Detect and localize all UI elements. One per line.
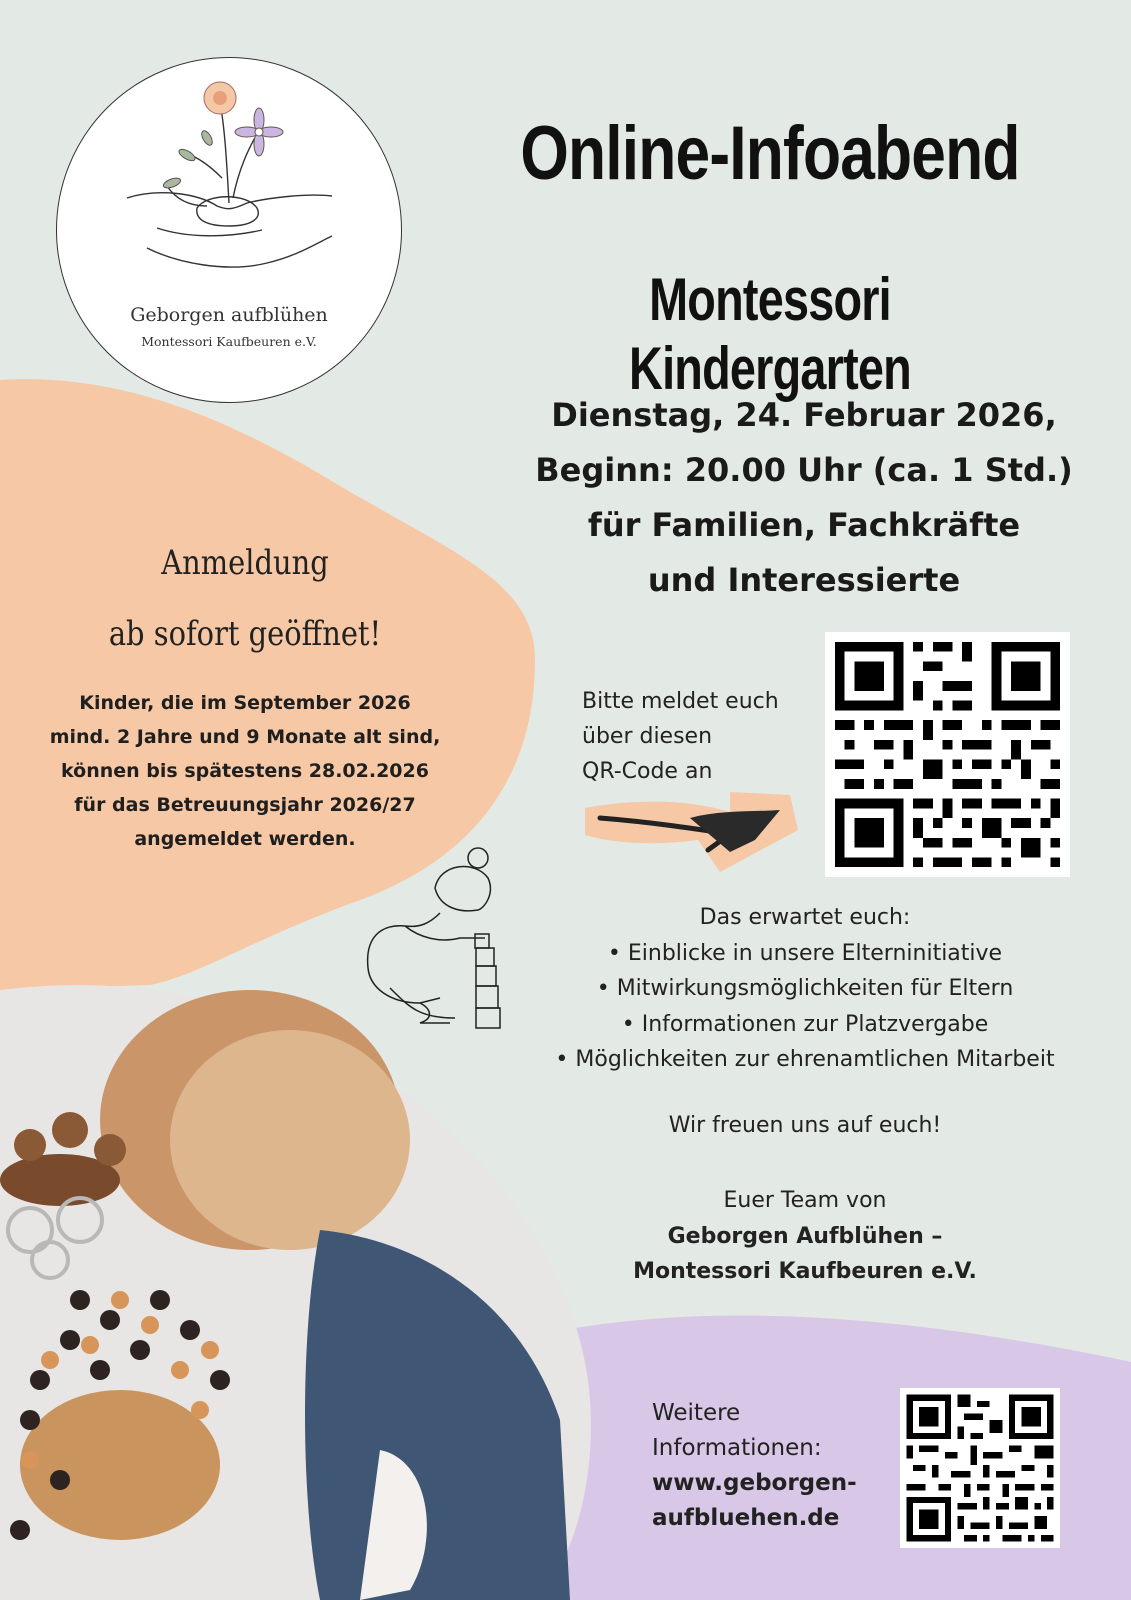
expect-item: • Einblicke in unsere Elterninitiative bbox=[607, 940, 1003, 966]
registration-headline-1: Anmeldung bbox=[161, 543, 329, 583]
arrow-icon bbox=[580, 790, 805, 880]
registration-detail-line: Kinder, die im September 2026 bbox=[79, 692, 411, 714]
registration-detail-line: für das Betreuungsjahr 2026/27 bbox=[74, 794, 416, 816]
team-intro: Euer Team von bbox=[723, 1188, 887, 1213]
team-signature bbox=[520, 1183, 1090, 1290]
more-info bbox=[652, 1396, 902, 1536]
more-info-label-2: Informationen: bbox=[652, 1435, 822, 1461]
team-name-1: Geborgen Aufblühen – bbox=[667, 1223, 943, 1249]
website-link-2[interactable]: aufbluehen.de bbox=[652, 1505, 840, 1531]
registration-detail-line: mind. 2 Jahre und 9 Monate alt sind, bbox=[49, 726, 441, 748]
expect-item: • Möglichkeiten zur ehrenamtlichen Mitarbeit bbox=[555, 1047, 1055, 1072]
event-audience-2: und Interessierte bbox=[647, 561, 961, 599]
registration-headline bbox=[71, 528, 420, 670]
more-info-label-1: Weitere bbox=[652, 1400, 741, 1426]
registration-details bbox=[30, 686, 460, 856]
child-photo bbox=[0, 985, 591, 1600]
event-start: Beginn: 20.00 Uhr (ca. 1 Std.) bbox=[535, 451, 1073, 489]
event-date: Dienstag, 24. Februar 2026, bbox=[551, 396, 1057, 434]
peach-flower-icon bbox=[204, 82, 236, 114]
event-details bbox=[500, 388, 1108, 608]
signup-qr-code-icon[interactable] bbox=[825, 632, 1070, 877]
sub-title: Montessori Kindergarten bbox=[629, 266, 911, 402]
child-building-blocks-icon bbox=[360, 838, 520, 1038]
purple-flower-icon bbox=[235, 108, 283, 156]
signup-line: QR-Code an bbox=[582, 759, 713, 784]
expect-section bbox=[520, 900, 1090, 1078]
website-qr-code-icon[interactable] bbox=[900, 1388, 1060, 1548]
main-title: Online-Infoabend bbox=[520, 111, 1020, 196]
logo-subtitle: Montessori Kaufbeuren e.V. bbox=[141, 334, 317, 349]
signup-instructions bbox=[582, 684, 822, 789]
expect-item: • Informationen zur Platzvergabe bbox=[621, 1011, 989, 1037]
logo bbox=[56, 57, 402, 403]
registration-detail-line: können bis spätestens 28.02.2026 bbox=[61, 760, 429, 782]
team-name-2: Montessori Kaufbeuren e.V. bbox=[633, 1259, 977, 1284]
leaf-icon bbox=[162, 129, 214, 190]
signup-line: Bitte meldet euch bbox=[582, 689, 779, 714]
registration-detail-line: angemeldet werden. bbox=[134, 828, 356, 850]
website-link-1[interactable]: www.geborgen- bbox=[652, 1470, 857, 1496]
registration-headline-2: ab sofort geöffnet! bbox=[108, 614, 382, 654]
expect-heading: Das erwartet euch: bbox=[699, 905, 911, 930]
greeting: Wir freuen uns auf euch! bbox=[668, 1113, 942, 1138]
logo-name: Geborgen aufblühen bbox=[130, 304, 328, 326]
expect-item: • Mitwirkungsmöglichkeiten für Eltern bbox=[596, 976, 1014, 1001]
event-audience-1: für Familien, Fachkräfte bbox=[587, 506, 1021, 544]
flower-hands-icon bbox=[57, 58, 401, 402]
signup-line: über diesen bbox=[582, 724, 713, 749]
